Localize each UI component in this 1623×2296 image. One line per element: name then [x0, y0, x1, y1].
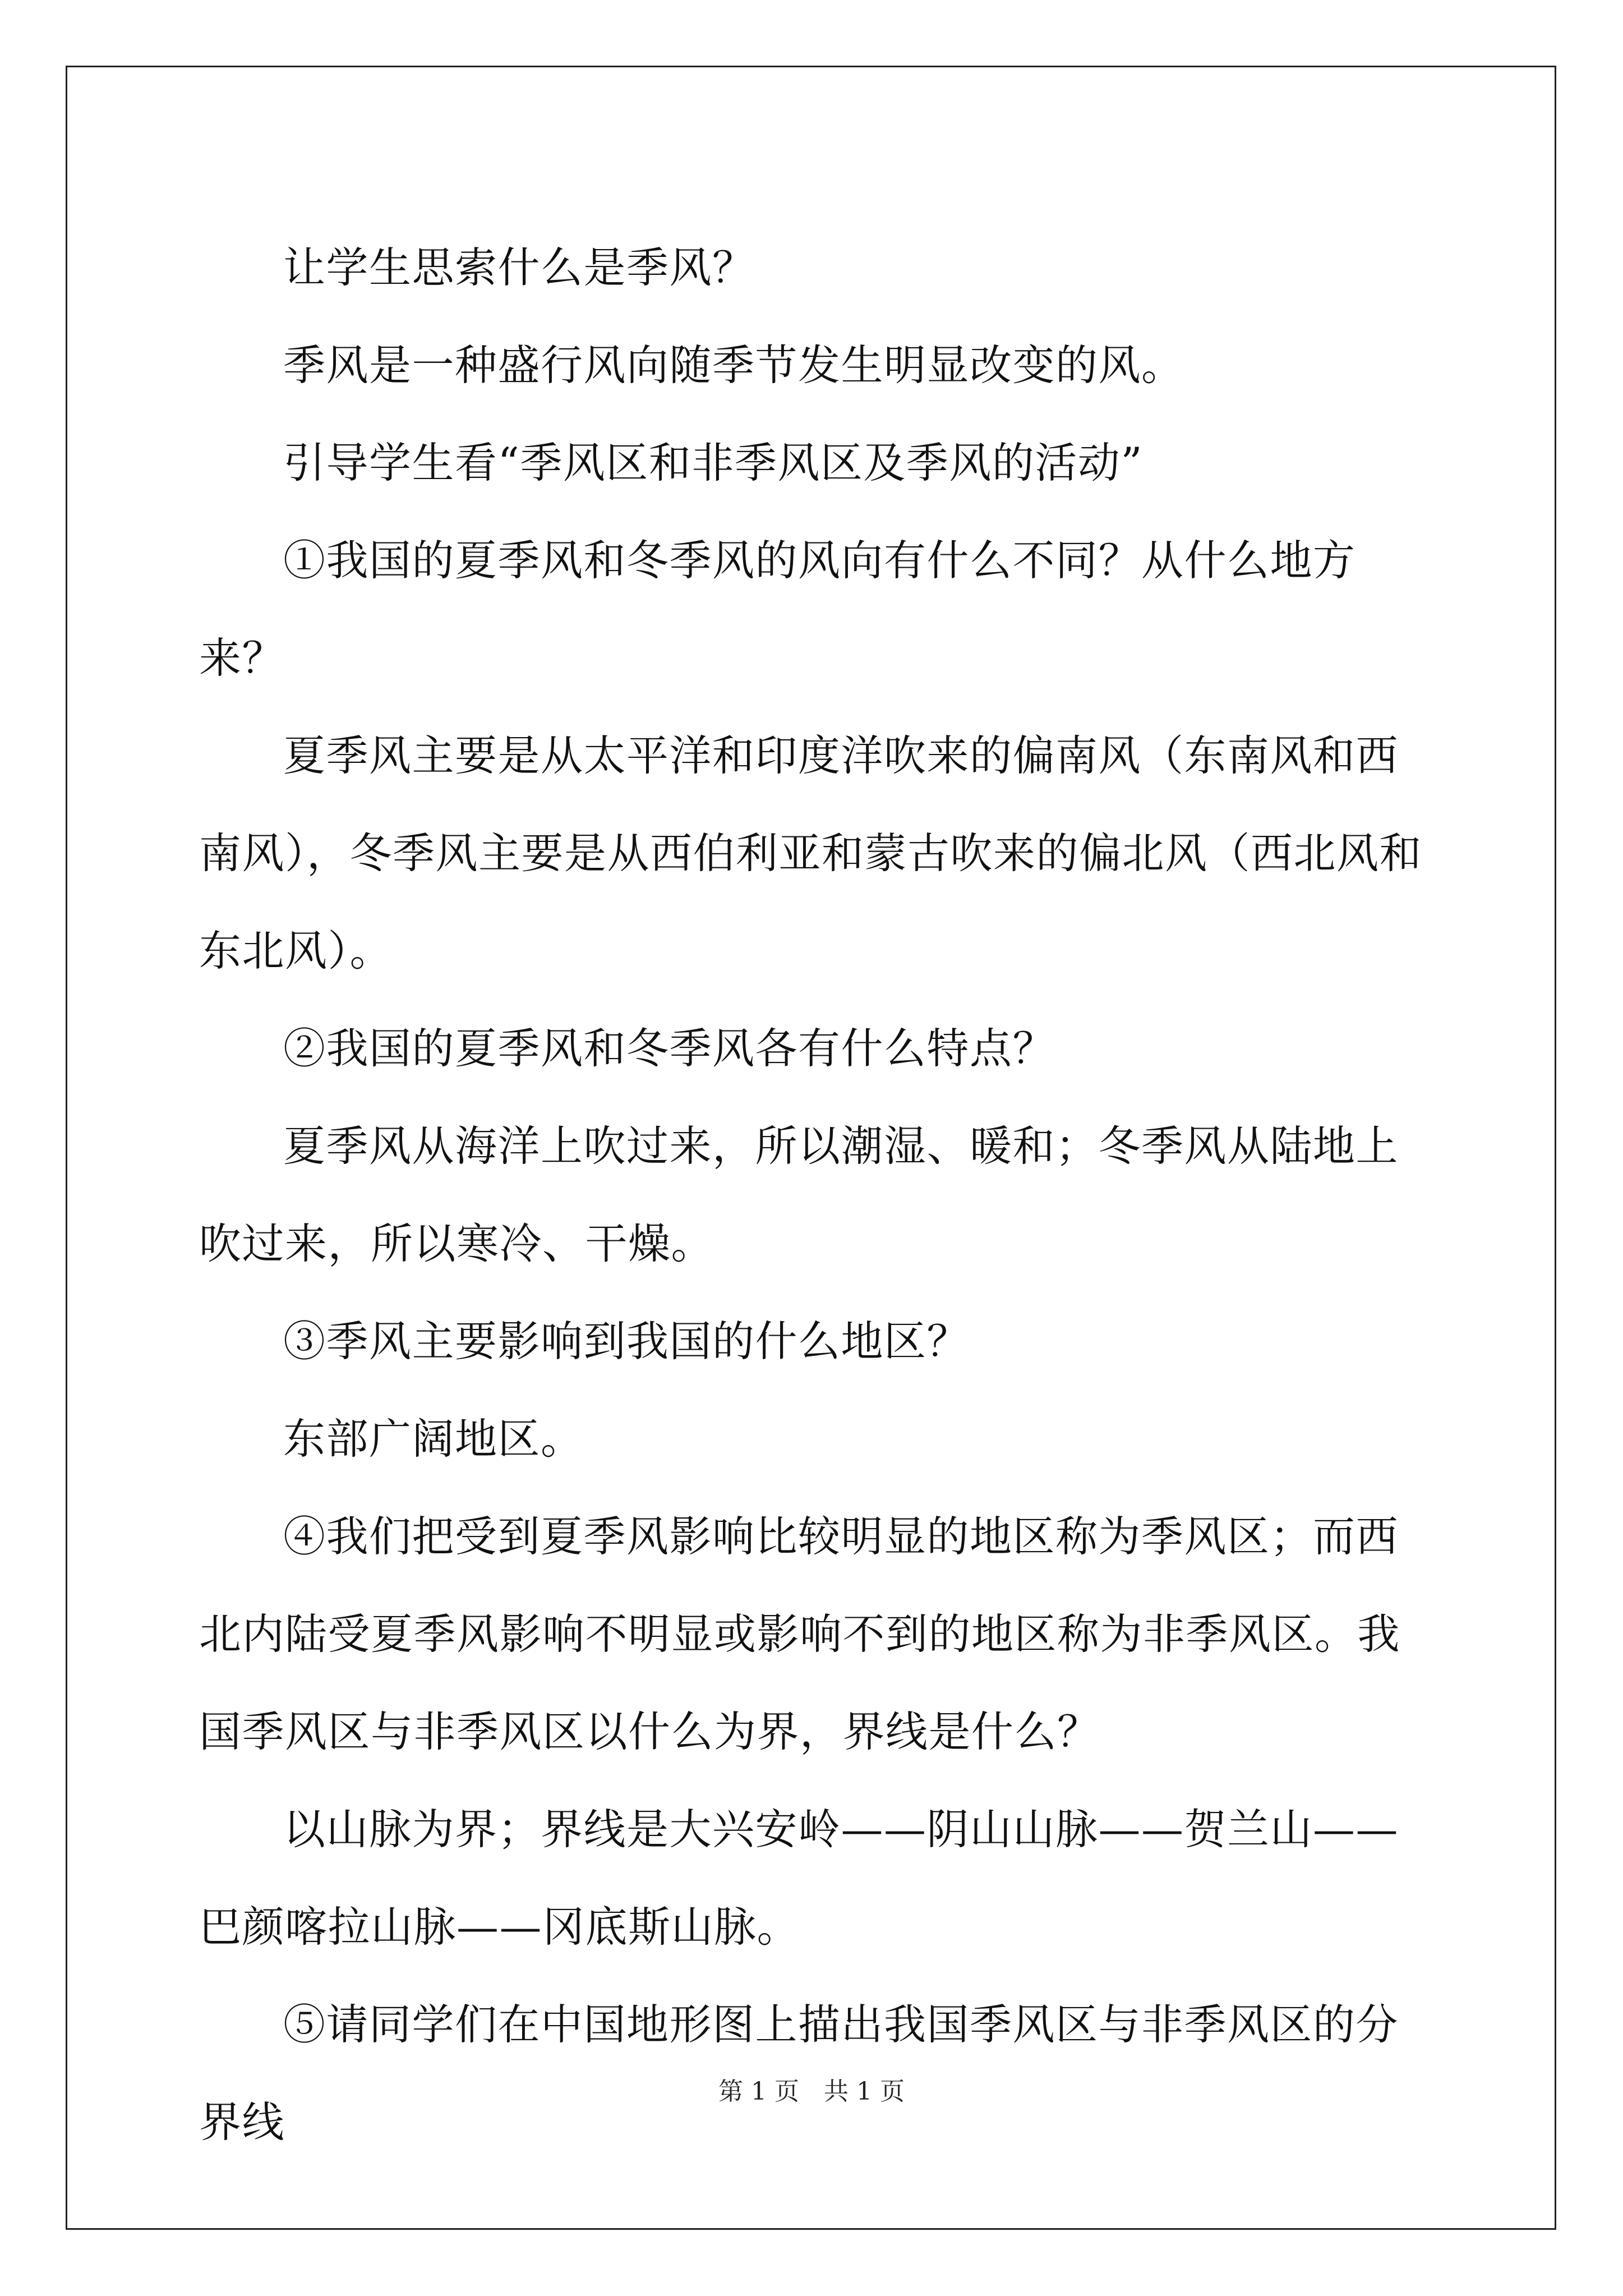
paragraph-4: ①我国的夏季风和冬季风的风向有什么不同？从什么地方来？ [199, 536, 1356, 683]
paragraph-11: 以山脉为界；界线是大兴安岭——阴山山脉——贺兰山——巴颜喀拉山脉——冈底斯山脉。 [199, 1805, 1399, 1952]
paragraph-9: 东部广阔地区。 [283, 1414, 584, 1464]
paragraph-10: ④我们把受到夏季风影响比较明显的地区称为季风区；而西北内陆受夏季风影响不明显或影响不到的地区称为非季风区。我国季风区与非季风区以什么为界，界线是什么？ [199, 1512, 1401, 1756]
paragraph-8: ③季风主要影响到我国的什么地区？ [283, 1317, 970, 1366]
document-body [199, 219, 1433, 2171]
paragraph-3: 引导学生看“季风区和非季风区及季风的活动” [283, 438, 1144, 487]
paragraph-2: 季风是一种盛行风向随季节发生明显改变的风。 [283, 341, 1184, 390]
paragraph-5: 夏季风主要是从太平洋和印度洋吹来的偏南风（东南风和西南风），冬季风主要是从西伯利亚和蒙古吹来的偏北风（西北风和东北风）。 [199, 731, 1423, 976]
paragraph-7: 夏季风从海洋上吹过来，所以潮湿、暖和；冬季风从陆地上吹过来，所以寒冷、干燥。 [199, 1121, 1399, 1268]
page-number-footer: 第 1 页 共 1 页 [718, 2077, 905, 2106]
paragraph-1: 让学生思索什么是季风？ [283, 243, 755, 292]
paragraph-6: ②我国的夏季风和冬季风各有什么特点？ [283, 1024, 1056, 1073]
paragraph-12: ⑤请同学们在中国地形图上描出我国季风区与非季风区的分界线 [199, 2000, 1399, 2147]
